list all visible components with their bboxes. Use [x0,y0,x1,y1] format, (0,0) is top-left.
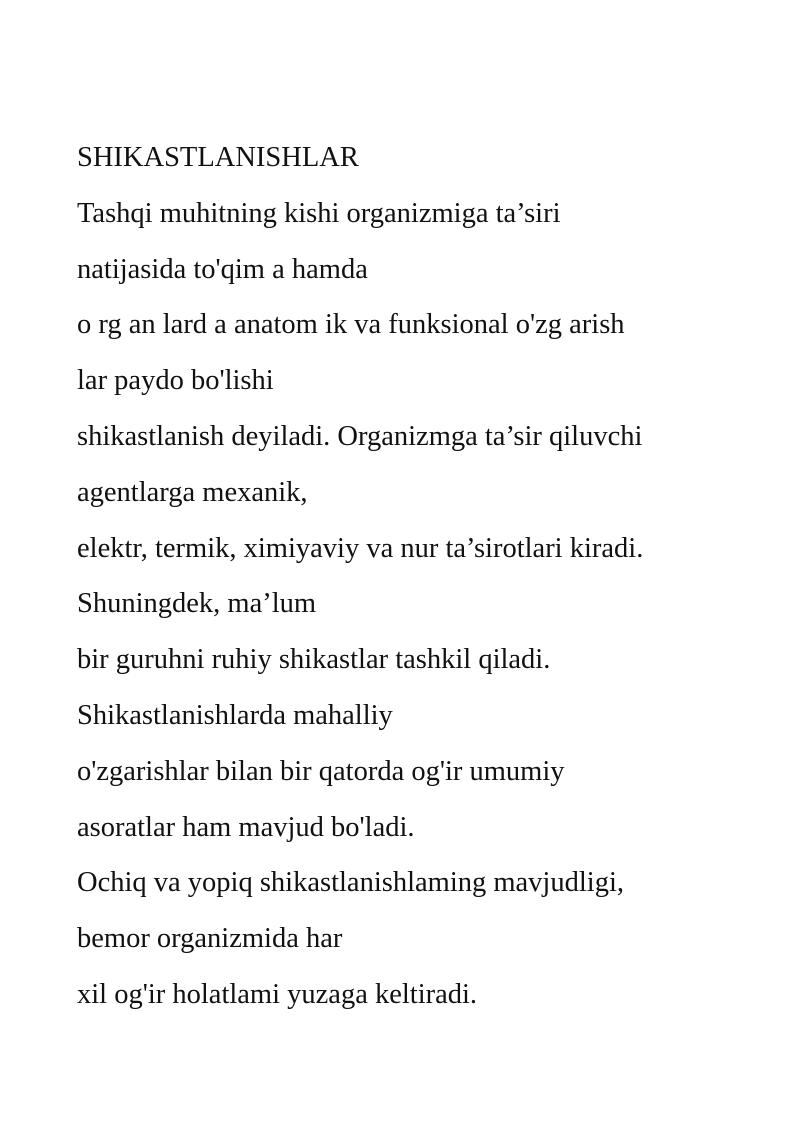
text-line: lar paydo bo'lishi [77,365,274,397]
document-title: SHIKASTLANISHLAR [77,142,359,173]
text-line: Ochiq va yopiq shikastlanishlaming mavjudligi, [77,867,624,899]
text-line: shikastlanish deyiladi. Organizmga ta’sir qiluvchi [77,420,643,452]
text-line: bir guruhni ruhiy shikastlar tashkil qiladi. [77,644,551,676]
text-line: o rg an lard a anatom ik va funksional o'zg arish [77,309,625,341]
text-line: agentlarga mexanik, [77,476,308,508]
text-line: Tashqi muhitning kishi organizmiga ta’siri [77,197,561,229]
text-line: Shikastlanishlarda mahalliy [77,699,393,731]
text-line: asoratlar ham mavjud bo'ladi. [77,811,415,843]
text-line: bemor organizmida har [77,923,343,955]
text-line: natijasida to'qim a hamda [77,253,368,285]
text-line: xil og'ir holatlami yuzaga keltiradi. [77,978,478,1010]
document-body [77,130,777,1023]
text-line: Shuningdek, ma’lum [77,588,317,620]
text-line: elektr, termik, ximiyaviy va nur ta’sirotlari kiradi. [77,532,644,564]
text-line: o'zgarishlar bilan bir qatorda og'ir umumiy [77,755,565,787]
